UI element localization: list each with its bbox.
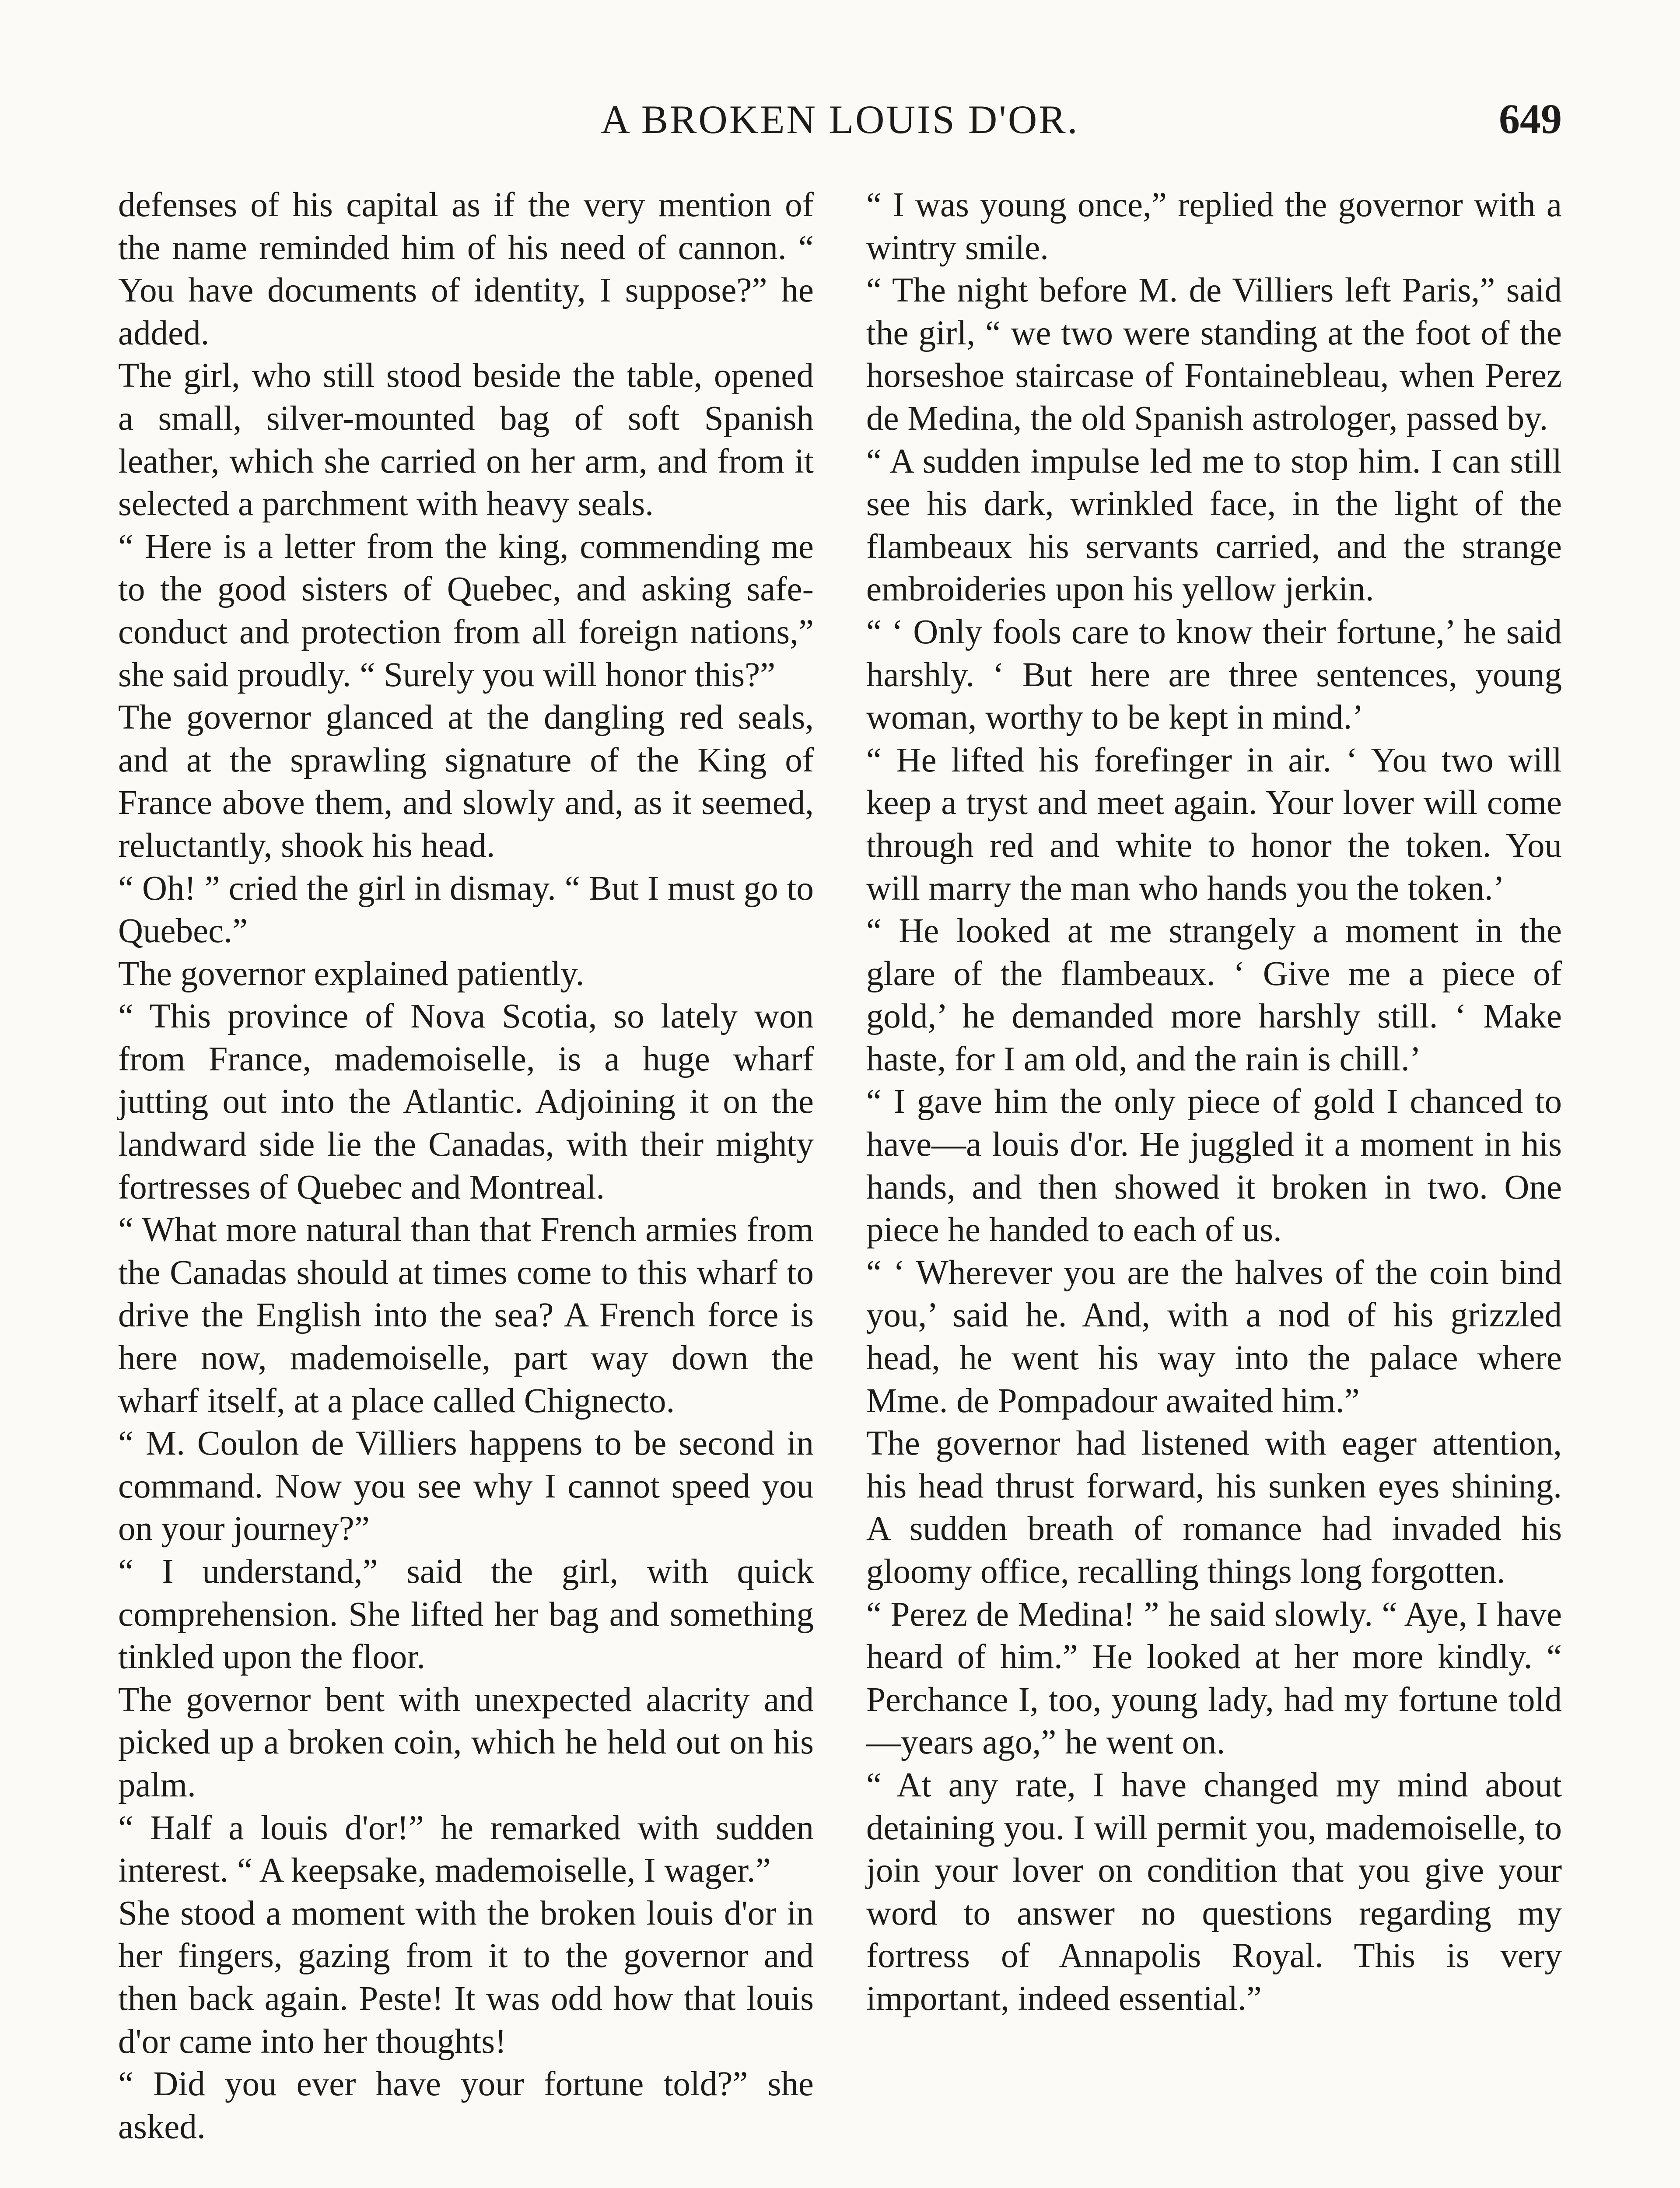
running-title: A BROKEN LOUIS D'OR. bbox=[601, 97, 1079, 142]
paragraph: “ I was young once,” replied the governor with a wintry smile. bbox=[866, 186, 1562, 267]
paragraph: “ Perez de Medina! ” he said slowly. “ Aye, I have heard of him.” He looked at her more kindly. “ Perchance I, too, young lady, had my fortune told—years ago,” he went on. bbox=[866, 1595, 1562, 1762]
paragraph: The governor glanced at the dangling red seals, and at the sprawling signature of the King of France above them, and slowly and, as it seemed, reluctantly, shook his head. bbox=[118, 698, 814, 865]
paragraph: “ He lifted his forefinger in air. ‘ You two will keep a tryst and meet again. Your lover will come through red and white to honor the token. You will marry the man who hands you the token.’ bbox=[866, 741, 1562, 908]
paragraph: The governor bent with unexpected alacrity and picked up a broken coin, which he held out on his palm. bbox=[118, 1680, 814, 1804]
paragraph: “ I gave him the only piece of gold I chanced to have—a louis d'or. He juggled it a moment in his hands, and then showed it broken in two. One piece he handed to each of us. bbox=[866, 1083, 1562, 1249]
paragraph: “ A sudden impulse led me to stop him. I can still see his dark, wrinkled face, in the light of the flambeaux his servants carried, and the strange embroideries upon his yellow jerkin. bbox=[866, 442, 1562, 609]
paragraph: “ Half a louis d'or!” he remarked with sudden interest. “ A keepsake, mademoiselle, I wager.” bbox=[118, 1809, 814, 1890]
page-header bbox=[118, 92, 1562, 144]
paragraph: “ He looked at me strangely a moment in the glare of the flambeaux. ‘ Give me a piece of gold,’ he demanded more harshly still. ‘ Make haste, for I am old, and the rain is chill.’ bbox=[866, 912, 1562, 1078]
paragraph: “ Oh! ” cried the girl in dismay. “ But I must go to Quebec.” bbox=[118, 869, 814, 950]
paragraph: “ ‘ Only fools care to know their fortune,’ he said harshly. ‘ But here are three sentences, young woman, worthy to be kept in mind.’ bbox=[866, 613, 1562, 737]
paragraph: “ The night before M. de Villiers left Paris,” said the girl, “ we two were standing at the foot of the horseshoe staircase of Fontainebleau, when Perez de Medina, the old Spanish astrologer, passed by. bbox=[866, 271, 1562, 438]
paragraph: “ ‘ Wherever you are the halves of the coin bind you,’ said he. And, with a nod of his grizzled head, he went his way into the palace where Mme. de Pompadour awaited him.” bbox=[866, 1253, 1562, 1420]
paragraph: “ M. Coulon de Villiers happens to be second in command. Now you see why I cannot speed you on your journey?” bbox=[118, 1424, 814, 1548]
paragraph: “ Did you ever have your fortune told?” she asked. bbox=[118, 2065, 814, 2146]
paragraph: “ I understand,” said the girl, with quick comprehension. She lifted her bag and something tinkled upon the floor. bbox=[118, 1553, 814, 1676]
paragraph: “ At any rate, I have changed my mind about detaining you. I will permit you, mademoiselle, to join your lover on condition that you give your word to answer no questions regarding my fortress of Annapolis Royal. This is very important, indeed essential.” bbox=[866, 1766, 1562, 2018]
paragraph: The girl, who still stood beside the table, opened a small, silver-mounted bag of soft Spanish leather, which she carried on her arm, and from it selected a parchment with heavy seals. bbox=[118, 357, 814, 523]
paragraph: “ Here is a letter from the king, commending me to the good sisters of Quebec, and asking safe-conduct and protection from all foreign nations,” she said proudly. “ Surely you will honor this?” bbox=[118, 527, 814, 694]
left-column bbox=[118, 184, 814, 2188]
paragraph: defenses of his capital as if the very mention of the name reminded him of his need of cannon. “ You have documents of identity, I suppose?” he added. bbox=[118, 186, 814, 352]
article-body bbox=[118, 184, 1562, 2188]
paragraph: “ What more natural than that French armies from the Canadas should at times come to this wharf to drive the English into the sea? A French force is here now, mademoiselle, part way down the wharf itself, at a place called Chignecto. bbox=[118, 1211, 814, 1420]
paragraph: “ This province of Nova Scotia, so lately won from France, mademoiselle, is a huge wharf jutting out into the Atlantic. Adjoining it on the landward side lie the Canadas, with their mighty fortresses of Quebec and Montreal. bbox=[118, 997, 814, 1206]
page-number: 649 bbox=[1499, 95, 1562, 142]
paragraph: The governor had listened with eager attention, his head thrust forward, his sunken eyes shining. A sudden breath of romance had invaded his gloomy office, recalling things long forgotten. bbox=[866, 1424, 1562, 1591]
paragraph: The governor explained patiently. bbox=[118, 954, 584, 993]
paragraph: She stood a moment with the broken louis d'or in her fingers, gazing from it to the governor and then back again. Peste! It was odd how that louis d'or came into her thoughts! bbox=[118, 1894, 814, 2061]
right-column bbox=[866, 184, 1562, 2188]
